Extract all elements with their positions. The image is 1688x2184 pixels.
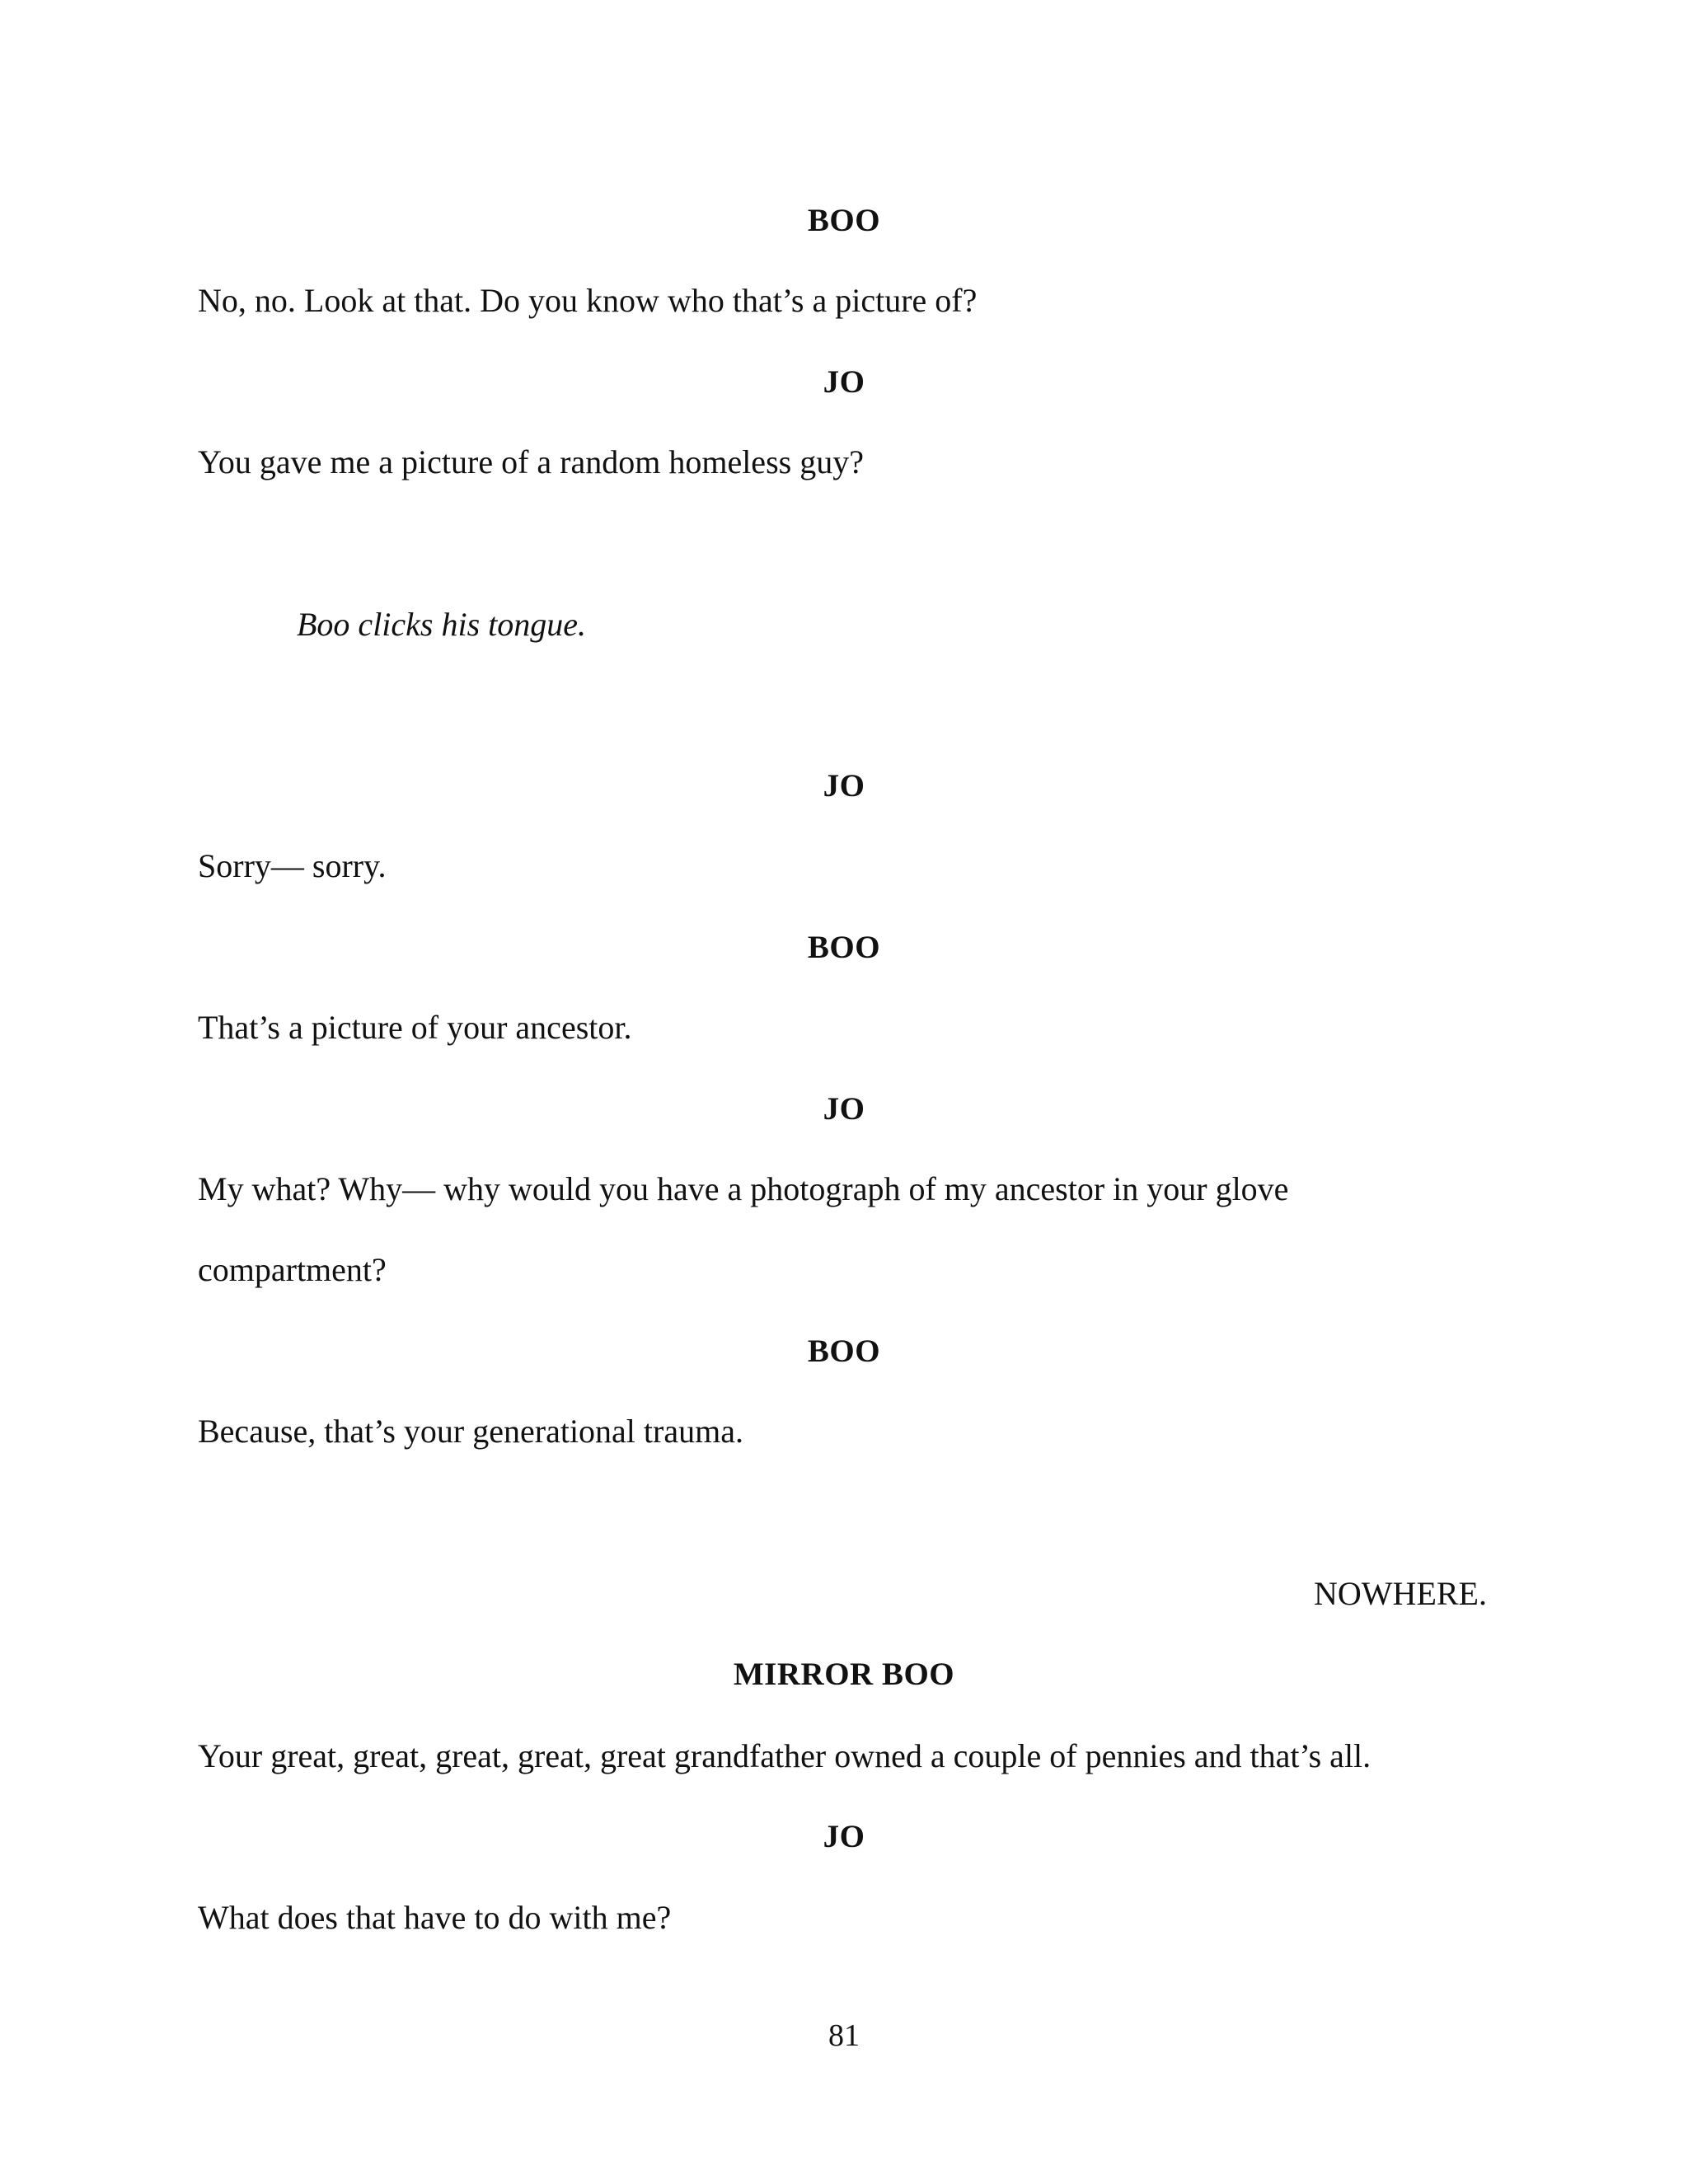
speaker-name: JO (823, 1091, 865, 1127)
dialogue-line: compartment? (198, 1251, 387, 1288)
scene-heading: NOWHERE. (1314, 1575, 1487, 1612)
speaker-name: MIRROR BOO (733, 1657, 955, 1692)
speaker-name: JO (823, 364, 865, 400)
speaker-name: JO (823, 1819, 865, 1854)
page-number: 81 (828, 2018, 860, 2053)
dialogue-line: You gave me a picture of a random homeless guy? (198, 443, 864, 480)
dialogue-line: That’s a picture of your ancestor. (198, 1009, 632, 1046)
speaker-name: JO (823, 768, 865, 804)
stage-direction: Boo clicks his tongue. (297, 606, 587, 643)
dialogue-line: Your great, great, great, great, great grandfather owned a couple of pennies and that’s all. (198, 1737, 1372, 1774)
speaker-name: BOO (807, 1333, 881, 1369)
dialogue-line: No, no. Look at that. Do you know who that’s a picture of? (198, 282, 978, 319)
speaker-name: BOO (807, 930, 881, 965)
dialogue-line: What does that have to do with me? (198, 1899, 672, 1936)
dialogue-line: My what? Why— why would you have a photograph of my ancestor in your glove (198, 1170, 1289, 1207)
speaker-name: BOO (807, 203, 881, 238)
dialogue-line: Because, that’s your generational trauma. (198, 1413, 743, 1450)
dialogue-line: Sorry— sorry. (198, 847, 387, 884)
